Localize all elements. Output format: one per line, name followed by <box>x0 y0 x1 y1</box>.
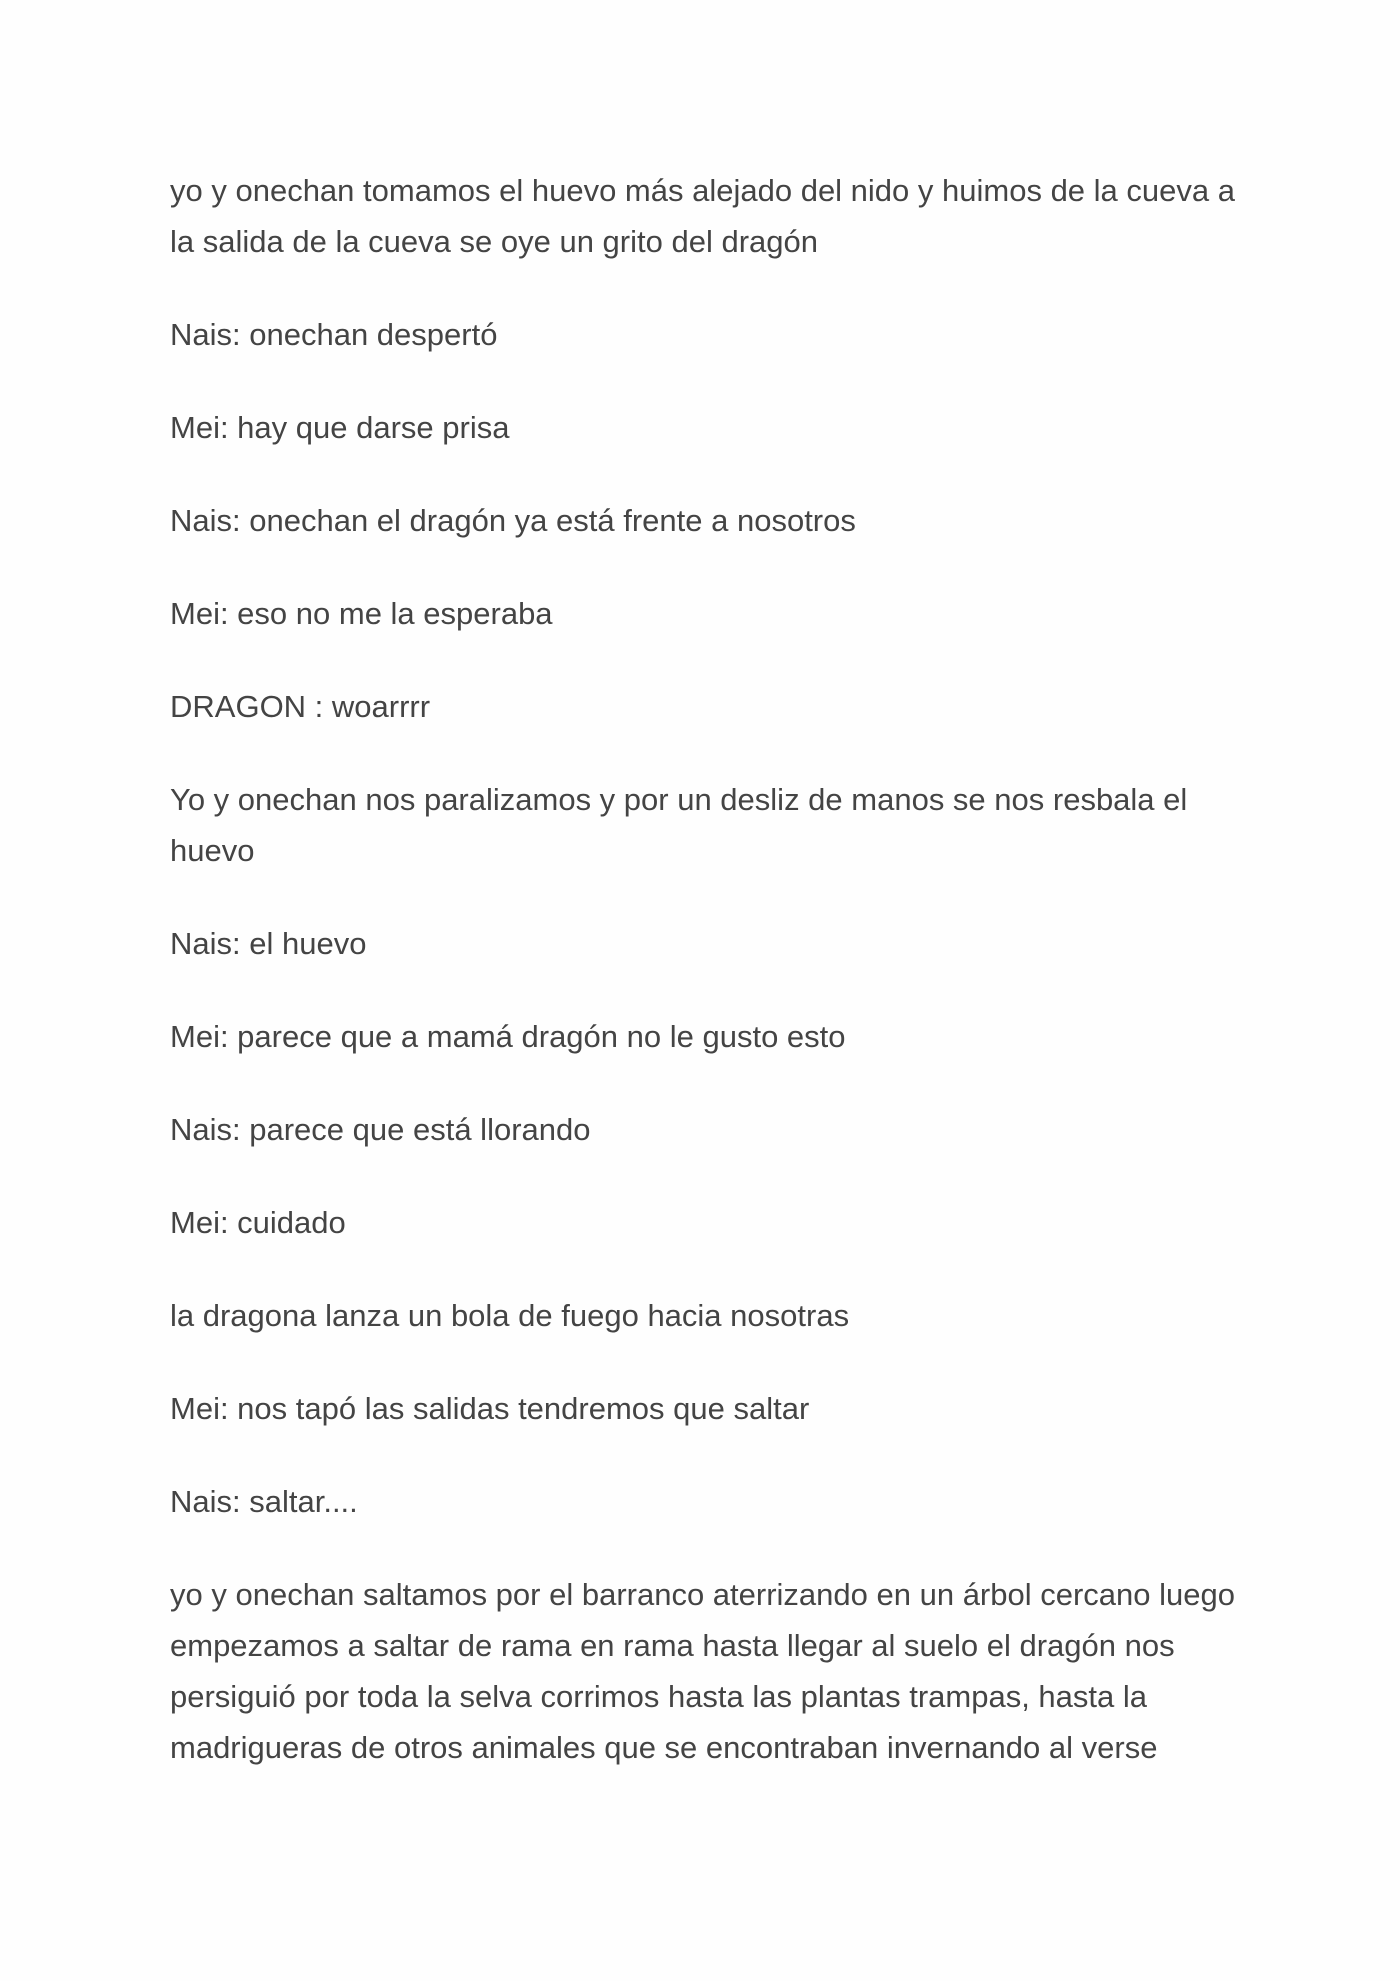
dialogue-line: Mei: eso no me la esperaba <box>170 596 553 631</box>
dialogue-line: Nais: parece que está llorando <box>170 1112 591 1147</box>
dialogue-line: Nais: el huevo <box>170 926 367 961</box>
narration-paragraph: yo y onechan tomamos el huevo más alejado del nido y huimos de la cueva a la salida de la cueva se oye un grito del dragón <box>170 173 1235 259</box>
narration-paragraph: Yo y onechan nos paralizamos y por un desliz de manos se nos resbala el huevo <box>170 782 1188 868</box>
dialogue-line: Nais: saltar.... <box>170 1484 358 1519</box>
dialogue-line: Nais: onechan el dragón ya está frente a nosotros <box>170 503 856 538</box>
dialogue-line: Mei: nos tapó las salidas tendremos que saltar <box>170 1391 810 1426</box>
dialogue-line: Mei: cuidado <box>170 1205 346 1240</box>
dialogue-line: Mei: hay que darse prisa <box>170 410 510 445</box>
narration-paragraph: la dragona lanza un bola de fuego hacia nosotras <box>170 1298 850 1333</box>
document-body <box>170 165 1250 1815</box>
dialogue-line: Nais: onechan despertó <box>170 317 498 352</box>
narration-paragraph: yo y onechan saltamos por el barranco aterrizando en un árbol cercano luego empezamos a saltar de rama en rama hasta llegar al suelo el dragón nos persiguió por toda la selva corrimos hasta las plantas trampas, hasta la madrigueras de otros animales que se encontraban invernando al verse <box>170 1577 1235 1765</box>
dialogue-line: DRAGON : woarrrr <box>170 689 431 724</box>
dialogue-line: Mei: parece que a mamá dragón no le gusto esto <box>170 1019 846 1054</box>
